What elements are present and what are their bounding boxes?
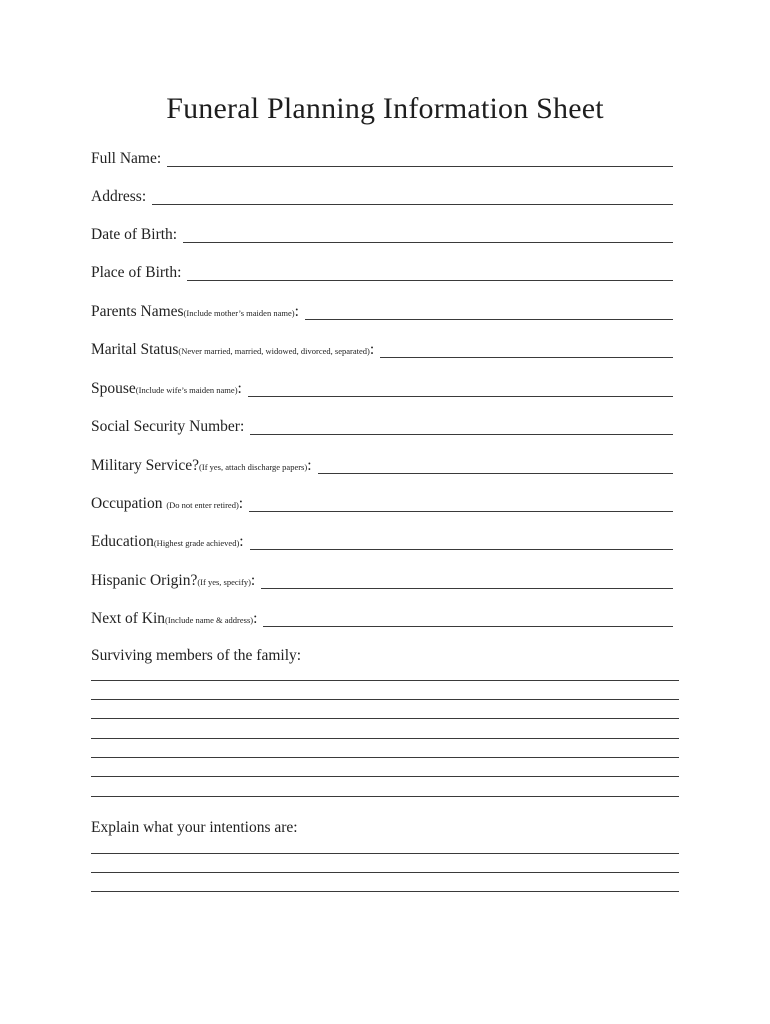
field-label: Address:: [91, 188, 147, 205]
marital-status-line[interactable]: [380, 357, 673, 358]
spouse-field[interactable]: [91, 377, 681, 399]
field-note: (Do not enter retired): [166, 500, 239, 510]
field-label: Next of Kin(Include name & address):: [91, 610, 258, 627]
education-field[interactable]: [91, 530, 681, 552]
field-label: Spouse(Include wife’s maiden name):: [91, 380, 242, 397]
military-service-field[interactable]: [91, 454, 681, 476]
field-label: Military Service?(If yes, attach discharge papers):: [91, 457, 312, 474]
field-label: Hispanic Origin?(If yes, specify):: [91, 572, 256, 589]
education-line[interactable]: [250, 549, 673, 550]
surviving-members-line[interactable]: [91, 718, 679, 719]
surviving-members-line[interactable]: [91, 796, 679, 797]
field-note: (If yes, attach discharge papers): [199, 462, 308, 472]
field-label: Parents Names(Include mother’s maiden name):: [91, 303, 299, 320]
date-of-birth-field[interactable]: [91, 223, 681, 245]
field-note: (Include wife’s maiden name): [135, 385, 238, 395]
intentions-line[interactable]: [91, 872, 679, 873]
military-service-line[interactable]: [318, 473, 673, 474]
surviving-members-line[interactable]: [91, 757, 679, 758]
intentions-label: Explain what your intentions are:: [91, 819, 298, 836]
field-label: Occupation (Do not enter retired):: [91, 495, 244, 512]
field-label: Full Name:: [91, 150, 162, 167]
field-label: Social Security Number:: [91, 418, 245, 435]
surviving-members-line[interactable]: [91, 699, 679, 700]
field-label: Date of Birth:: [91, 226, 178, 243]
hispanic-origin-line[interactable]: [261, 588, 673, 589]
parents-names-field[interactable]: [91, 300, 681, 322]
place-of-birth-field[interactable]: [91, 261, 681, 283]
full-name-line[interactable]: [167, 166, 673, 167]
field-note: (Never married, married, widowed, divorced, separated): [178, 346, 370, 356]
hispanic-origin-field[interactable]: [91, 569, 681, 591]
spouse-line[interactable]: [248, 396, 673, 397]
field-note: (If yes, specify): [197, 577, 251, 587]
page-title: Funeral Planning Information Sheet: [166, 92, 604, 125]
occupation-field[interactable]: [91, 492, 681, 514]
surviving-members-line[interactable]: [91, 738, 679, 739]
address-field[interactable]: [91, 185, 681, 207]
intentions-line[interactable]: [91, 891, 679, 892]
field-note: (Include name & address): [165, 615, 254, 625]
field-label: Marital Status(Never married, married, widowed, divorced, separated):: [91, 341, 375, 358]
field-note: (Highest grade achieved): [153, 538, 240, 548]
surviving-members-label: Surviving members of the family:: [91, 647, 302, 664]
social-security-number-field[interactable]: [91, 415, 681, 437]
occupation-line[interactable]: [249, 511, 673, 512]
address-line[interactable]: [152, 204, 673, 205]
next-of-kin-line[interactable]: [263, 626, 673, 627]
social-security-number-line[interactable]: [250, 434, 673, 435]
full-name-field[interactable]: [91, 147, 681, 169]
marital-status-field[interactable]: [91, 338, 681, 360]
intentions-line[interactable]: [91, 853, 679, 854]
surviving-members-line[interactable]: [91, 680, 679, 681]
surviving-members-line[interactable]: [91, 776, 679, 777]
next-of-kin-field[interactable]: [91, 607, 681, 629]
place-of-birth-line[interactable]: [187, 280, 673, 281]
field-note: (Include mother’s maiden name): [183, 308, 295, 318]
field-label: Place of Birth:: [91, 264, 182, 281]
date-of-birth-line[interactable]: [183, 242, 673, 243]
parents-names-line[interactable]: [305, 319, 673, 320]
field-label: Education(Highest grade achieved):: [91, 533, 244, 550]
